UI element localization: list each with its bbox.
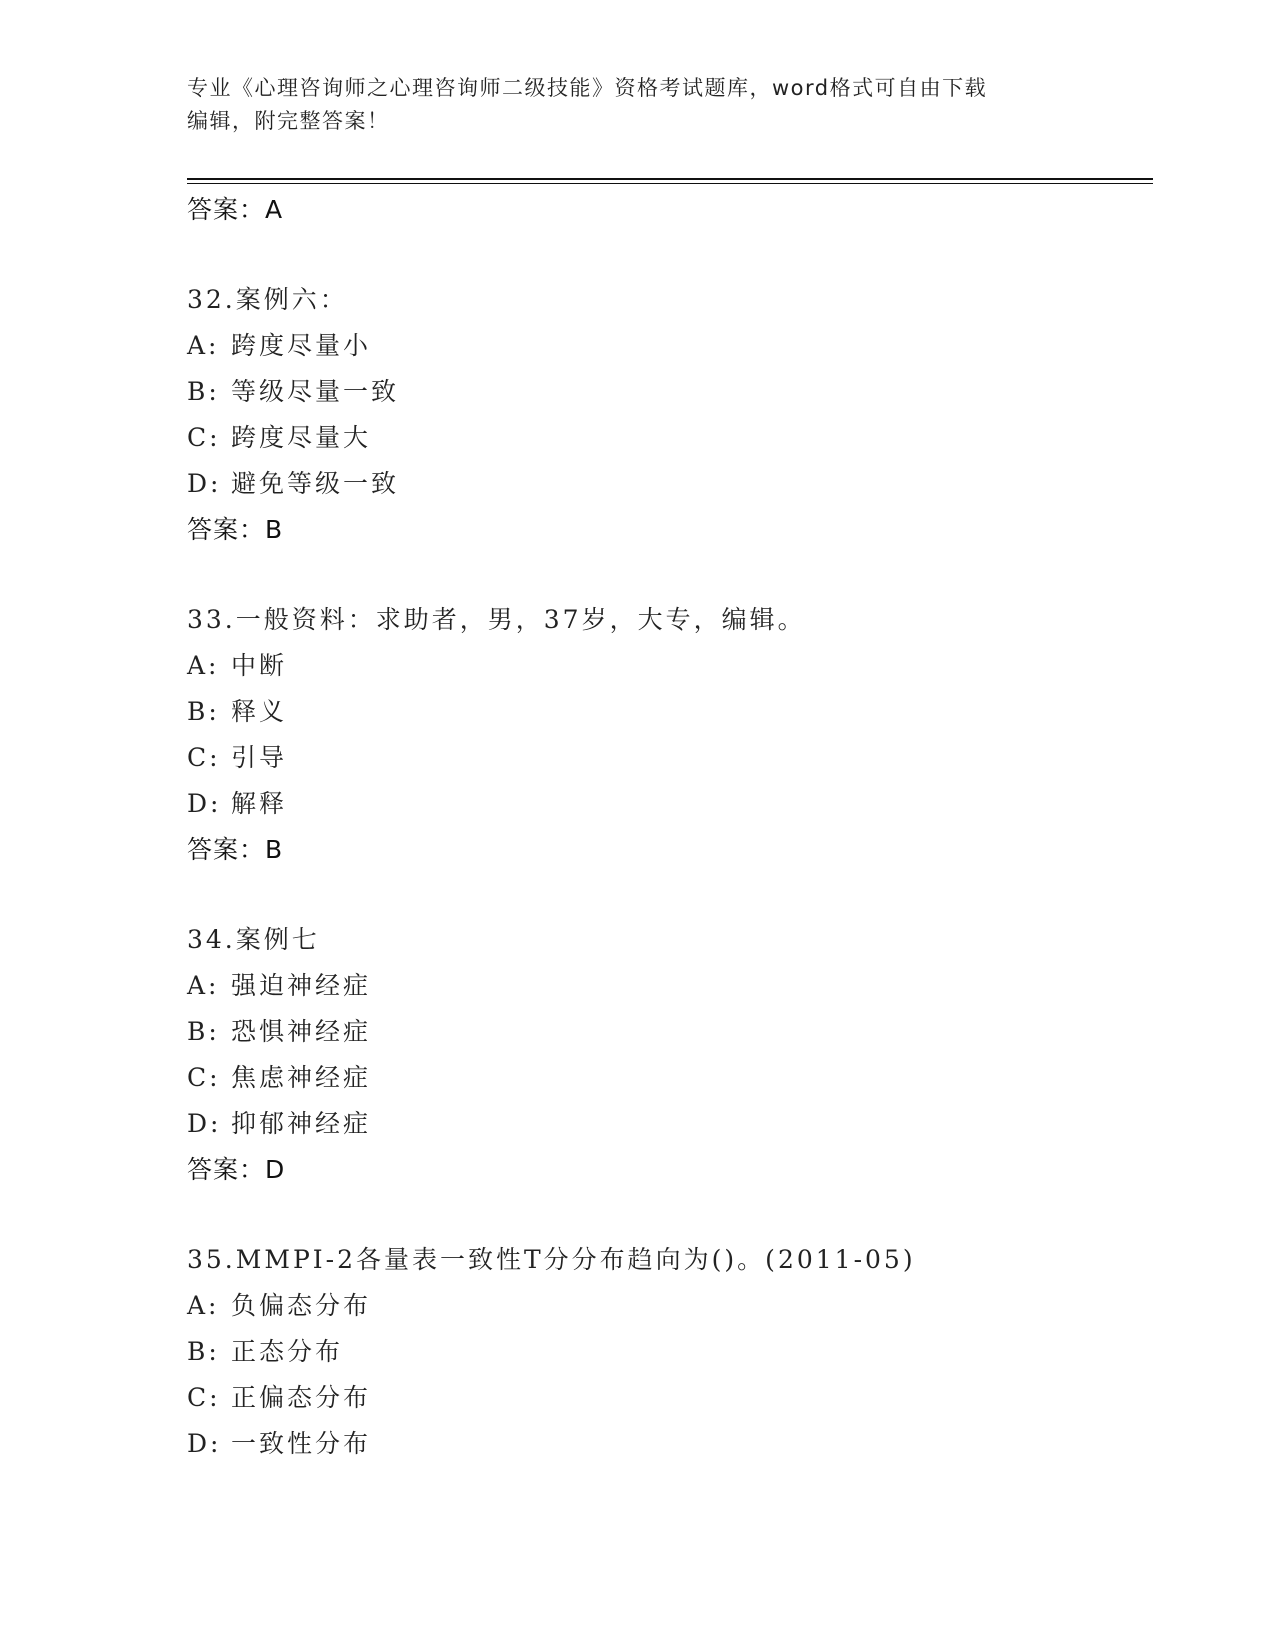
option-label: D: xyxy=(187,789,222,818)
answer-option xyxy=(187,461,1147,507)
option-text: 正偏态分布 xyxy=(231,1383,372,1412)
answer-option xyxy=(187,1283,1147,1329)
answer-option xyxy=(187,1375,1147,1421)
answer-key: 答案：A xyxy=(187,195,284,224)
question-stem: 35.MMPI-2各量表一致性T分分布趋向为()。(2011-05) xyxy=(187,1245,916,1274)
header-divider-thin xyxy=(187,183,1153,184)
option-label: B: xyxy=(187,1017,220,1046)
option-label: B: xyxy=(187,697,220,726)
option-label: A: xyxy=(187,651,220,680)
option-label: A: xyxy=(187,1291,220,1320)
question-stem: 33.一般资料：求助者，男，37岁，大专，编辑。 xyxy=(187,605,806,634)
answer-key: 答案：B xyxy=(187,515,284,544)
answer-option xyxy=(187,735,1147,781)
option-text: 引导 xyxy=(231,743,288,772)
option-text: 强迫神经症 xyxy=(231,971,372,1000)
option-label: C: xyxy=(187,743,221,772)
option-label: D: xyxy=(187,1109,222,1138)
document-header xyxy=(187,72,1067,138)
option-text: 抑郁神经症 xyxy=(231,1109,372,1138)
option-text: 等级尽量一致 xyxy=(231,377,400,406)
answer-option xyxy=(187,1009,1147,1055)
option-label: B: xyxy=(187,1337,220,1366)
question-block xyxy=(187,917,1147,1193)
option-text: 一致性分布 xyxy=(231,1429,372,1458)
answer-option xyxy=(187,963,1147,1009)
question-block xyxy=(187,1237,1147,1467)
answer-key: 答案：B xyxy=(187,835,284,864)
question-block xyxy=(187,597,1147,873)
option-text: 负偏态分布 xyxy=(231,1291,372,1320)
option-text: 焦虑神经症 xyxy=(231,1063,372,1092)
option-label: D: xyxy=(187,1429,222,1458)
answer-option xyxy=(187,1329,1147,1375)
answer-option xyxy=(187,415,1147,461)
option-text: 释义 xyxy=(231,697,288,726)
option-text: 避免等级一致 xyxy=(231,469,400,498)
question-list xyxy=(187,187,1147,1467)
answer-option xyxy=(187,369,1147,415)
option-text: 解释 xyxy=(231,789,288,818)
answer-option xyxy=(187,1421,1147,1467)
option-label: C: xyxy=(187,1063,221,1092)
option-text: 正态分布 xyxy=(231,1337,344,1366)
option-label: D: xyxy=(187,469,222,498)
answer-key: 答案：D xyxy=(187,1155,286,1184)
option-label: A: xyxy=(187,971,220,1000)
option-text: 跨度尽量小 xyxy=(231,331,372,360)
option-label: A: xyxy=(187,331,220,360)
option-text: 跨度尽量大 xyxy=(231,423,372,452)
answer-option xyxy=(187,643,1147,689)
answer-option xyxy=(187,689,1147,735)
header-divider-thick xyxy=(187,178,1153,180)
question-block xyxy=(187,277,1147,553)
question-stem: 32.案例六： xyxy=(187,285,348,314)
answer-option xyxy=(187,1055,1147,1101)
answer-option xyxy=(187,781,1147,827)
option-text: 中断 xyxy=(231,651,288,680)
header-line-1: 专业《心理咨询师之心理咨询师二级技能》资格考试题库，word格式可自由下载 xyxy=(187,76,988,100)
header-line-2: 编辑，附完整答案！ xyxy=(187,109,390,133)
option-text: 恐惧神经症 xyxy=(231,1017,372,1046)
answer-option xyxy=(187,1101,1147,1147)
answer-option xyxy=(187,323,1147,369)
option-label: B: xyxy=(187,377,220,406)
option-label: C: xyxy=(187,423,221,452)
option-label: C: xyxy=(187,1383,221,1412)
question-stem: 34.案例七 xyxy=(187,925,320,954)
